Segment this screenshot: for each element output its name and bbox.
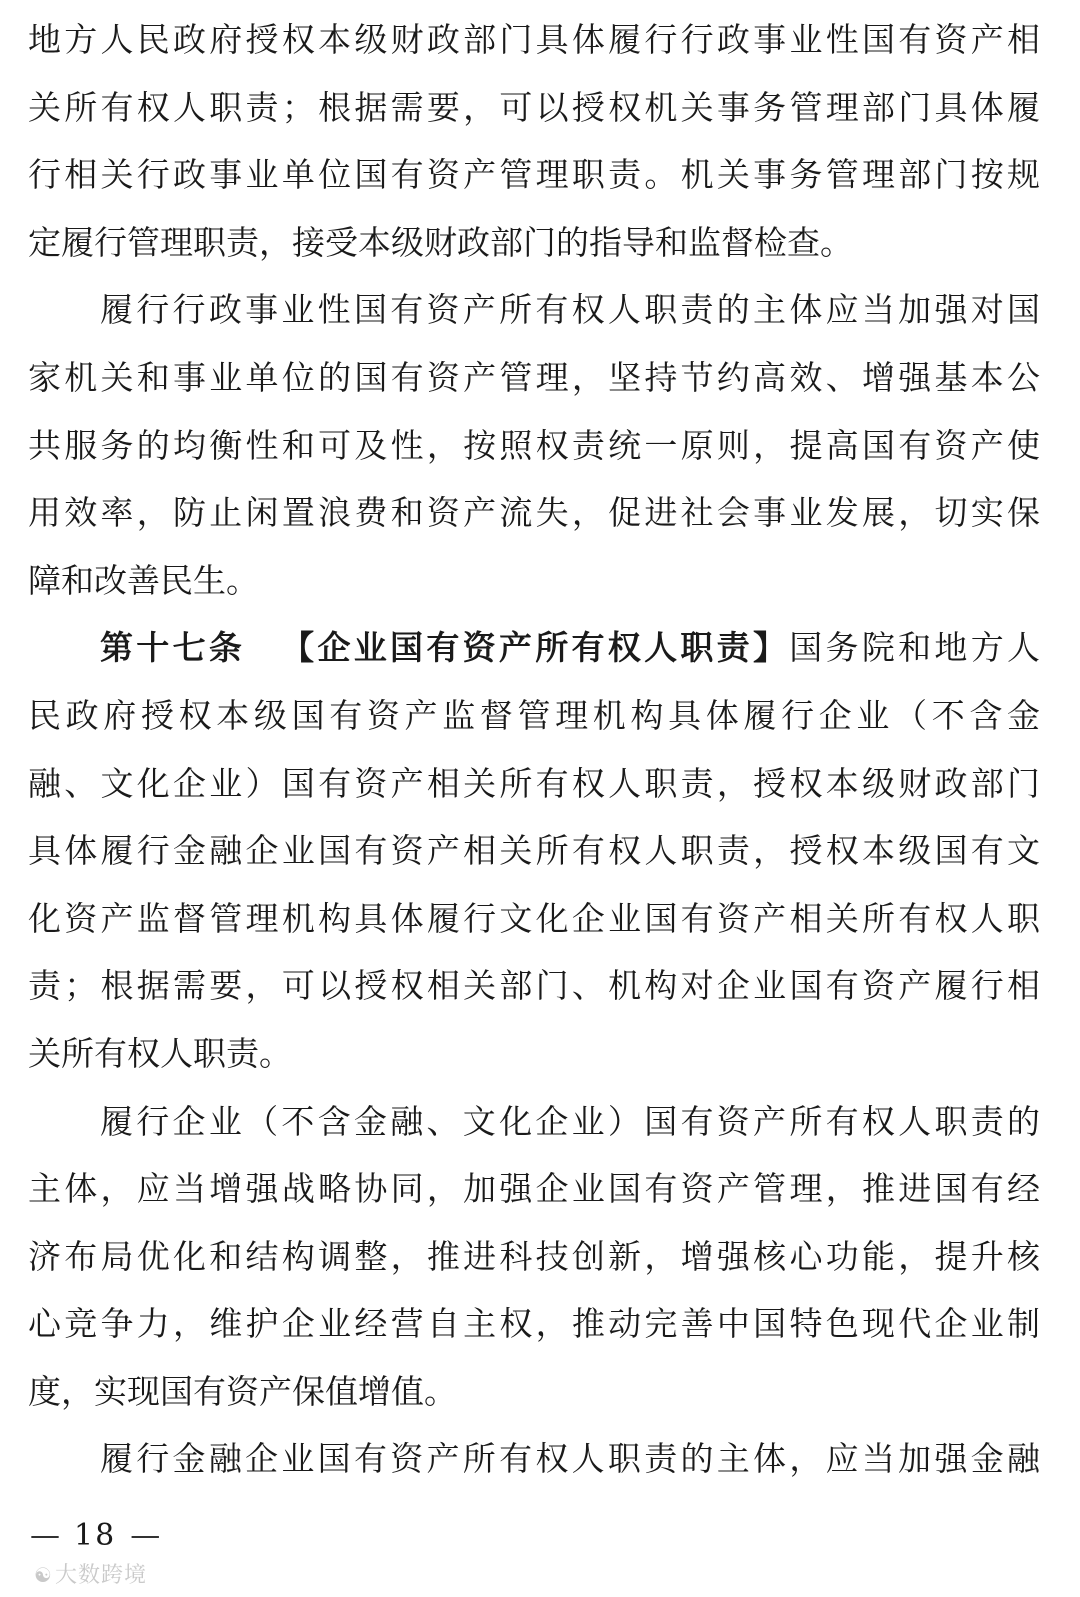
footer-dash-right: — <box>130 1518 161 1553</box>
text-line: 具体履行金融企业国有资产相关所有权人职责，授权本级国有文 <box>28 831 1040 871</box>
text-line: 国务院和地方人 <box>789 628 1041 668</box>
text-line: 心竞争力，维护企业经营自主权，推动完善中国特色现代企业制 <box>28 1304 1040 1344</box>
text-line: 履行行政事业性国有资产所有权人职责的主体应当加强对国 <box>100 290 1040 330</box>
watermark <box>34 1558 147 1589</box>
page-number: 18 <box>74 1518 117 1553</box>
text-line: 融、文化企业）国有资产相关所有权人职责，授权本级财政部门 <box>28 763 1040 803</box>
text-line: 化资产监督管理机构具体履行文化企业国有资产相关所有权人职 <box>28 898 1040 938</box>
trademark-logo-icon: ☯ <box>34 1563 53 1587</box>
text-line: 关所有权人职责。 <box>28 1033 292 1073</box>
text-line: 责；根据需要，可以授权相关部门、机构对企业国有资产履行相 <box>28 966 1040 1006</box>
article-heading-line <box>28 614 1040 682</box>
text-line: 民政府授权本级国有资产监督管理机构具体履行企业（不含金 <box>28 695 1040 735</box>
text-line: 主体，应当增强战略协同，加强企业国有资产管理，推进国有经 <box>28 1169 1040 1209</box>
watermark-text: 大数跨境 <box>54 1563 147 1588</box>
article-title: 【企业国有资产所有权人职责】 <box>281 628 790 668</box>
page-footer <box>30 1518 160 1553</box>
text-line: 关所有权人职责；根据需要，可以授权机关事务管理部门具体履 <box>28 87 1040 127</box>
text-line: 济布局优化和结构调整，推进科技创新，增强核心功能，提升核 <box>28 1236 1040 1276</box>
text-line: 共服务的均衡性和可及性，按照权责统一原则，提高国有资产使 <box>28 425 1040 465</box>
text-line: 履行企业（不含金融、文化企业）国有资产所有权人职责的 <box>100 1101 1040 1141</box>
text-line: 履行金融企业国有资产所有权人职责的主体，应当加强金融 <box>100 1439 1040 1479</box>
footer-dash-left: — <box>30 1518 60 1553</box>
article-number: 第十七条 <box>100 628 246 668</box>
text-line: 地方人民政府授权本级财政部门具体履行行政事业性国有资产相 <box>28 20 1040 59</box>
body-text <box>28 6 1040 1493</box>
text-line: 度，实现国有资产保值增值。 <box>28 1371 457 1411</box>
text-line: 障和改善民生。 <box>28 560 259 600</box>
text-line: 用效率，防止闲置浪费和资产流失，促进社会事业发展，切实保 <box>28 493 1040 533</box>
text-line: 行相关行政事业单位国有资产管理职责。机关事务管理部门按规 <box>28 155 1040 195</box>
text-line: 家机关和事业单位的国有资产管理，坚持节约高效、增强基本公 <box>28 357 1040 397</box>
text-line: 定履行管理职责，接受本级财政部门的指导和监督检查。 <box>28 222 853 262</box>
